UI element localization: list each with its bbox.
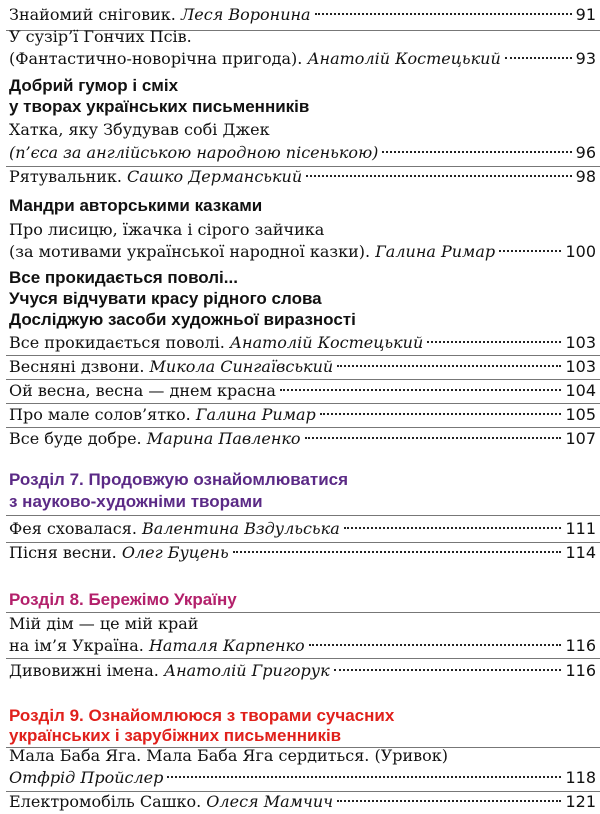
toc-entry[interactable]: Рятувальник. Сашко Дерманський 98 bbox=[9, 167, 596, 186]
toc-entry[interactable]: Електромобіль Сашко. Олеся Мамчич 121 bbox=[9, 792, 596, 811]
dot-leader bbox=[305, 437, 562, 439]
page-number: 114 bbox=[565, 543, 596, 562]
page-number: 103 bbox=[565, 357, 596, 376]
group-heading: у творах українських письменників bbox=[9, 97, 310, 116]
dot-leader bbox=[505, 57, 572, 59]
toc-entry[interactable]: на ім’я Україна. Наталя Карпенко 116 bbox=[9, 636, 596, 655]
page-number: 118 bbox=[565, 768, 596, 787]
page-number: 91 bbox=[575, 5, 596, 24]
dot-leader bbox=[337, 800, 561, 802]
page-number: 116 bbox=[565, 661, 596, 680]
toc-entry[interactable]: (Фантастично-новорічна пригода). Анатолій Костецький 93 bbox=[9, 49, 596, 68]
page-number: 93 bbox=[575, 49, 596, 68]
group-heading: Все прокидається поволі... bbox=[9, 268, 238, 287]
group-heading: Добрий гумор і сміх bbox=[9, 76, 179, 95]
toc-entry[interactable]: Дивовижні імена. Анатолій Григорук 116 bbox=[9, 661, 596, 680]
toc-entry-line[interactable]: Мала Баба Яга. Мала Баба Яга сердиться. (Уривок) bbox=[9, 746, 449, 765]
page-number: 105 bbox=[565, 405, 596, 424]
page-number: 100 bbox=[565, 242, 596, 261]
dot-leader bbox=[427, 341, 561, 343]
dot-leader bbox=[334, 669, 562, 671]
toc-entry-line[interactable]: Мій дім — це мій край bbox=[9, 614, 199, 633]
page-number: 104 bbox=[565, 381, 596, 400]
page-number: 121 bbox=[565, 792, 596, 811]
toc-entry[interactable]: Весняні дзвони. Микола Сингаївський 103 bbox=[9, 357, 596, 376]
section-heading: Розділ 9. Ознайомлююся з творами сучасних bbox=[9, 706, 395, 725]
page-number: 116 bbox=[565, 636, 596, 655]
section-heading: Розділ 8. Бережімо Україну bbox=[9, 590, 237, 609]
dot-leader bbox=[280, 389, 562, 391]
toc-entry[interactable]: Пісня весни. Олег Буцень 114 bbox=[9, 543, 596, 562]
group-heading: Досліджую засоби художньої виразності bbox=[9, 310, 356, 329]
toc-entry-line[interactable]: Про лисицю, їжачка і сірого зайчика bbox=[9, 220, 325, 239]
dot-leader bbox=[309, 644, 562, 646]
toc-entry[interactable]: (п’єса за англійською народною пісенькою) 96 bbox=[9, 143, 596, 162]
dot-leader bbox=[320, 413, 562, 415]
toc-entry[interactable]: Фея сховалася. Валентина Вздульська 111 bbox=[9, 519, 596, 538]
dot-leader bbox=[344, 527, 562, 529]
toc-entry[interactable]: Про мале солов’ятко. Галина Римар 105 bbox=[9, 405, 596, 424]
dot-leader bbox=[499, 250, 561, 252]
dot-leader bbox=[167, 776, 561, 778]
page-number: 98 bbox=[575, 167, 596, 186]
toc-entry[interactable]: Все буде добре. Марина Павленко 107 bbox=[9, 429, 596, 448]
group-heading: Учуся відчувати красу рідного слова bbox=[9, 289, 322, 308]
section-heading: Розділ 7. Продовжую ознайомлюватися bbox=[9, 470, 349, 489]
divider bbox=[6, 658, 600, 659]
dot-leader bbox=[233, 551, 562, 553]
dot-leader bbox=[315, 13, 572, 15]
page-number: 107 bbox=[565, 429, 596, 448]
group-heading: Мандри авторськими казками bbox=[9, 196, 263, 215]
toc-entry[interactable]: Отфрід Пройслер 118 bbox=[9, 768, 596, 787]
toc-entry-line[interactable]: Хатка, яку Збудував собі Джек bbox=[9, 120, 270, 139]
divider bbox=[6, 515, 600, 516]
toc-entry[interactable]: Все прокидається поволі. Анатолій Костецький 103 bbox=[9, 333, 596, 352]
section-heading: українських і зарубіжних письменників bbox=[9, 726, 342, 745]
page-number: 96 bbox=[575, 143, 596, 162]
toc-entry[interactable]: Ой весна, весна — днем красна 104 bbox=[9, 381, 596, 400]
page-number: 103 bbox=[565, 333, 596, 352]
dot-leader bbox=[337, 365, 561, 367]
page-number: 111 bbox=[565, 519, 596, 538]
toc-entry[interactable]: (за мотивами української народної казки). Галина Римар 100 bbox=[9, 242, 596, 261]
dot-leader bbox=[382, 151, 571, 153]
toc-entry-line[interactable]: У сузір’ї Гончих Псів. bbox=[9, 27, 192, 46]
section-heading: з науково-художніми творами bbox=[9, 492, 263, 511]
dot-leader bbox=[306, 175, 571, 177]
toc-entry[interactable]: Знайомий сніговик. Леся Воронина 91 bbox=[9, 5, 596, 24]
